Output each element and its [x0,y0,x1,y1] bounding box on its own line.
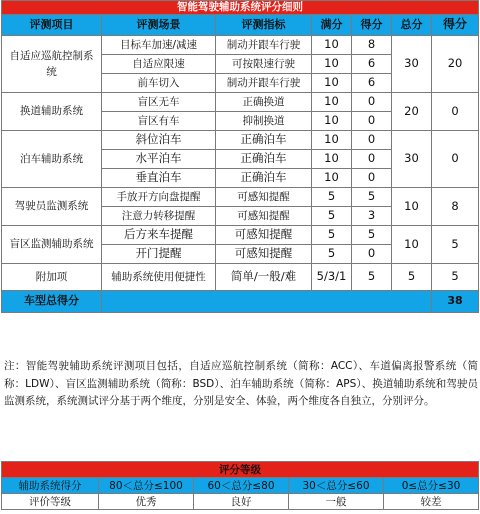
score-cell: 0 [352,245,392,264]
full-score-cell: 5 [312,188,352,207]
total-cell: 30 [392,131,432,188]
scene-cell: 手放开方向盘提醒 [102,188,216,207]
total-value: 38 [432,291,479,313]
indicator-cell: 正确泊车 [216,131,312,150]
category-cell: 附加项 [2,264,102,291]
scene-cell: 目标车加速/减速 [102,36,216,55]
score-cell: 0 [352,150,392,169]
score-cell: 6 [352,74,392,93]
grade-level-cell: 良好 [194,494,289,510]
scene-cell: 辅助系统使用便捷性 [102,264,216,291]
scene-cell: 注意力转移提醒 [102,207,216,226]
header-full-score: 满分 [312,15,352,36]
total-cell: 30 [392,36,432,93]
indicator-cell: 正确泊车 [216,169,312,188]
full-score-cell: 10 [312,150,352,169]
full-score-cell: 10 [312,36,352,55]
total-cell: 5 [392,264,432,291]
category-cell: 自适应巡航控制系统 [2,36,102,93]
full-score-cell: 5 [312,226,352,245]
table-row [2,188,479,207]
scene-cell: 前车切入 [102,74,216,93]
table-title: 智能驾驶辅助系统评分细则 [2,1,479,15]
score-cell: 0 [352,131,392,150]
indicator-cell: 正确泊车 [216,150,312,169]
grade-level-label: 评价等级 [2,494,99,510]
final-cell: 20 [432,36,479,93]
final-cell: 8 [432,188,479,226]
score-cell: 0 [352,169,392,188]
table-row [2,264,479,291]
header-item: 评测项目 [2,15,102,36]
full-score-cell: 10 [312,131,352,150]
score-cell: 3 [352,207,392,226]
final-cell: 5 [432,264,479,291]
scene-cell: 水平泊车 [102,150,216,169]
grade-range-cell: 30＜总分≤60 [289,478,384,494]
indicator-cell: 可按限速行驶 [216,55,312,74]
grade-level-cell: 一般 [289,494,384,510]
grade-table [1,461,479,510]
grade-score-label: 辅助系统得分 [2,478,99,494]
total-label: 车型总得分 [2,291,102,313]
indicator-cell: 正确换道 [216,93,312,112]
table-row [2,226,479,245]
full-score-cell: 5/3/1 [312,264,352,291]
header-score: 得分 [352,15,392,36]
header-row [2,15,479,36]
score-cell: 5 [352,188,392,207]
grade-range-row [2,478,479,494]
grade-range-cell: 60＜总分≤80 [194,478,289,494]
footnote: 注：智能驾驶辅助系统评测项目包括，自适应巡航控制系统（简称：ACC）、车道偏离报警系统（简称：LDW）、盲区监测辅助系统（简称：BSD）、泊车辅助系统（简称：APS）、换道辅助系统和驾驶员监测系统，系统测试评分基于两个维度，分别是安全、体验，两个维度各自独立，分别评分。 [4,360,478,407]
score-table [1,0,479,313]
indicator-cell: 简单/一般/难 [216,264,312,291]
full-score-cell: 10 [312,112,352,131]
category-cell: 泊车辅助系统 [2,131,102,188]
full-score-cell: 5 [312,245,352,264]
scene-cell: 盲区无车 [102,93,216,112]
total-cell: 20 [392,93,432,131]
indicator-cell: 抑制换道 [216,112,312,131]
indicator-cell: 可感知提醒 [216,226,312,245]
grade-range-cell: 0≤总分≤30 [384,478,479,494]
indicator-cell: 可感知提醒 [216,188,312,207]
total-cell: 10 [392,188,432,226]
scene-cell: 盲区有车 [102,112,216,131]
final-cell: 5 [432,226,479,264]
score-cell: 5 [352,226,392,245]
score-cell: 0 [352,112,392,131]
table-row [2,93,479,112]
full-score-cell: 5 [312,207,352,226]
header-indicator: 评测指标 [216,15,312,36]
table-row [2,36,479,55]
final-cell: 0 [432,93,479,131]
scene-cell: 自适应限速 [102,55,216,74]
header-total: 总分 [392,15,432,36]
grade-level-row [2,494,479,510]
grade-level-cell: 较差 [384,494,479,510]
scene-cell: 垂直泊车 [102,169,216,188]
header-scene: 评测场景 [102,15,216,36]
category-cell: 驾驶员监测系统 [2,188,102,226]
total-cell: 10 [392,226,432,264]
grade-title: 评分等级 [2,462,479,478]
full-score-cell: 10 [312,169,352,188]
scene-cell: 开门提醒 [102,245,216,264]
header-final: 得分 [432,15,479,36]
scene-cell: 斜位泊车 [102,131,216,150]
grade-level-cell: 优秀 [99,494,194,510]
indicator-cell: 制动并跟车行驶 [216,74,312,93]
table-row [2,131,479,150]
full-score-cell: 10 [312,93,352,112]
scene-cell: 后方来车提醒 [102,226,216,245]
full-score-cell: 10 [312,55,352,74]
total-row [2,291,479,313]
category-cell: 换道辅助系统 [2,93,102,131]
total-spacer [102,291,432,313]
indicator-cell: 可感知提醒 [216,207,312,226]
score-cell: 0 [352,93,392,112]
grade-range-cell: 80＜总分≤100 [99,478,194,494]
indicator-cell: 可感知提醒 [216,245,312,264]
category-cell: 盲区监测辅助系统 [2,226,102,264]
score-cell: 8 [352,36,392,55]
indicator-cell: 制动并跟车行驶 [216,36,312,55]
full-score-cell: 10 [312,74,352,93]
score-cell: 6 [352,55,392,74]
score-cell: 5 [352,264,392,291]
final-cell: 0 [432,131,479,188]
